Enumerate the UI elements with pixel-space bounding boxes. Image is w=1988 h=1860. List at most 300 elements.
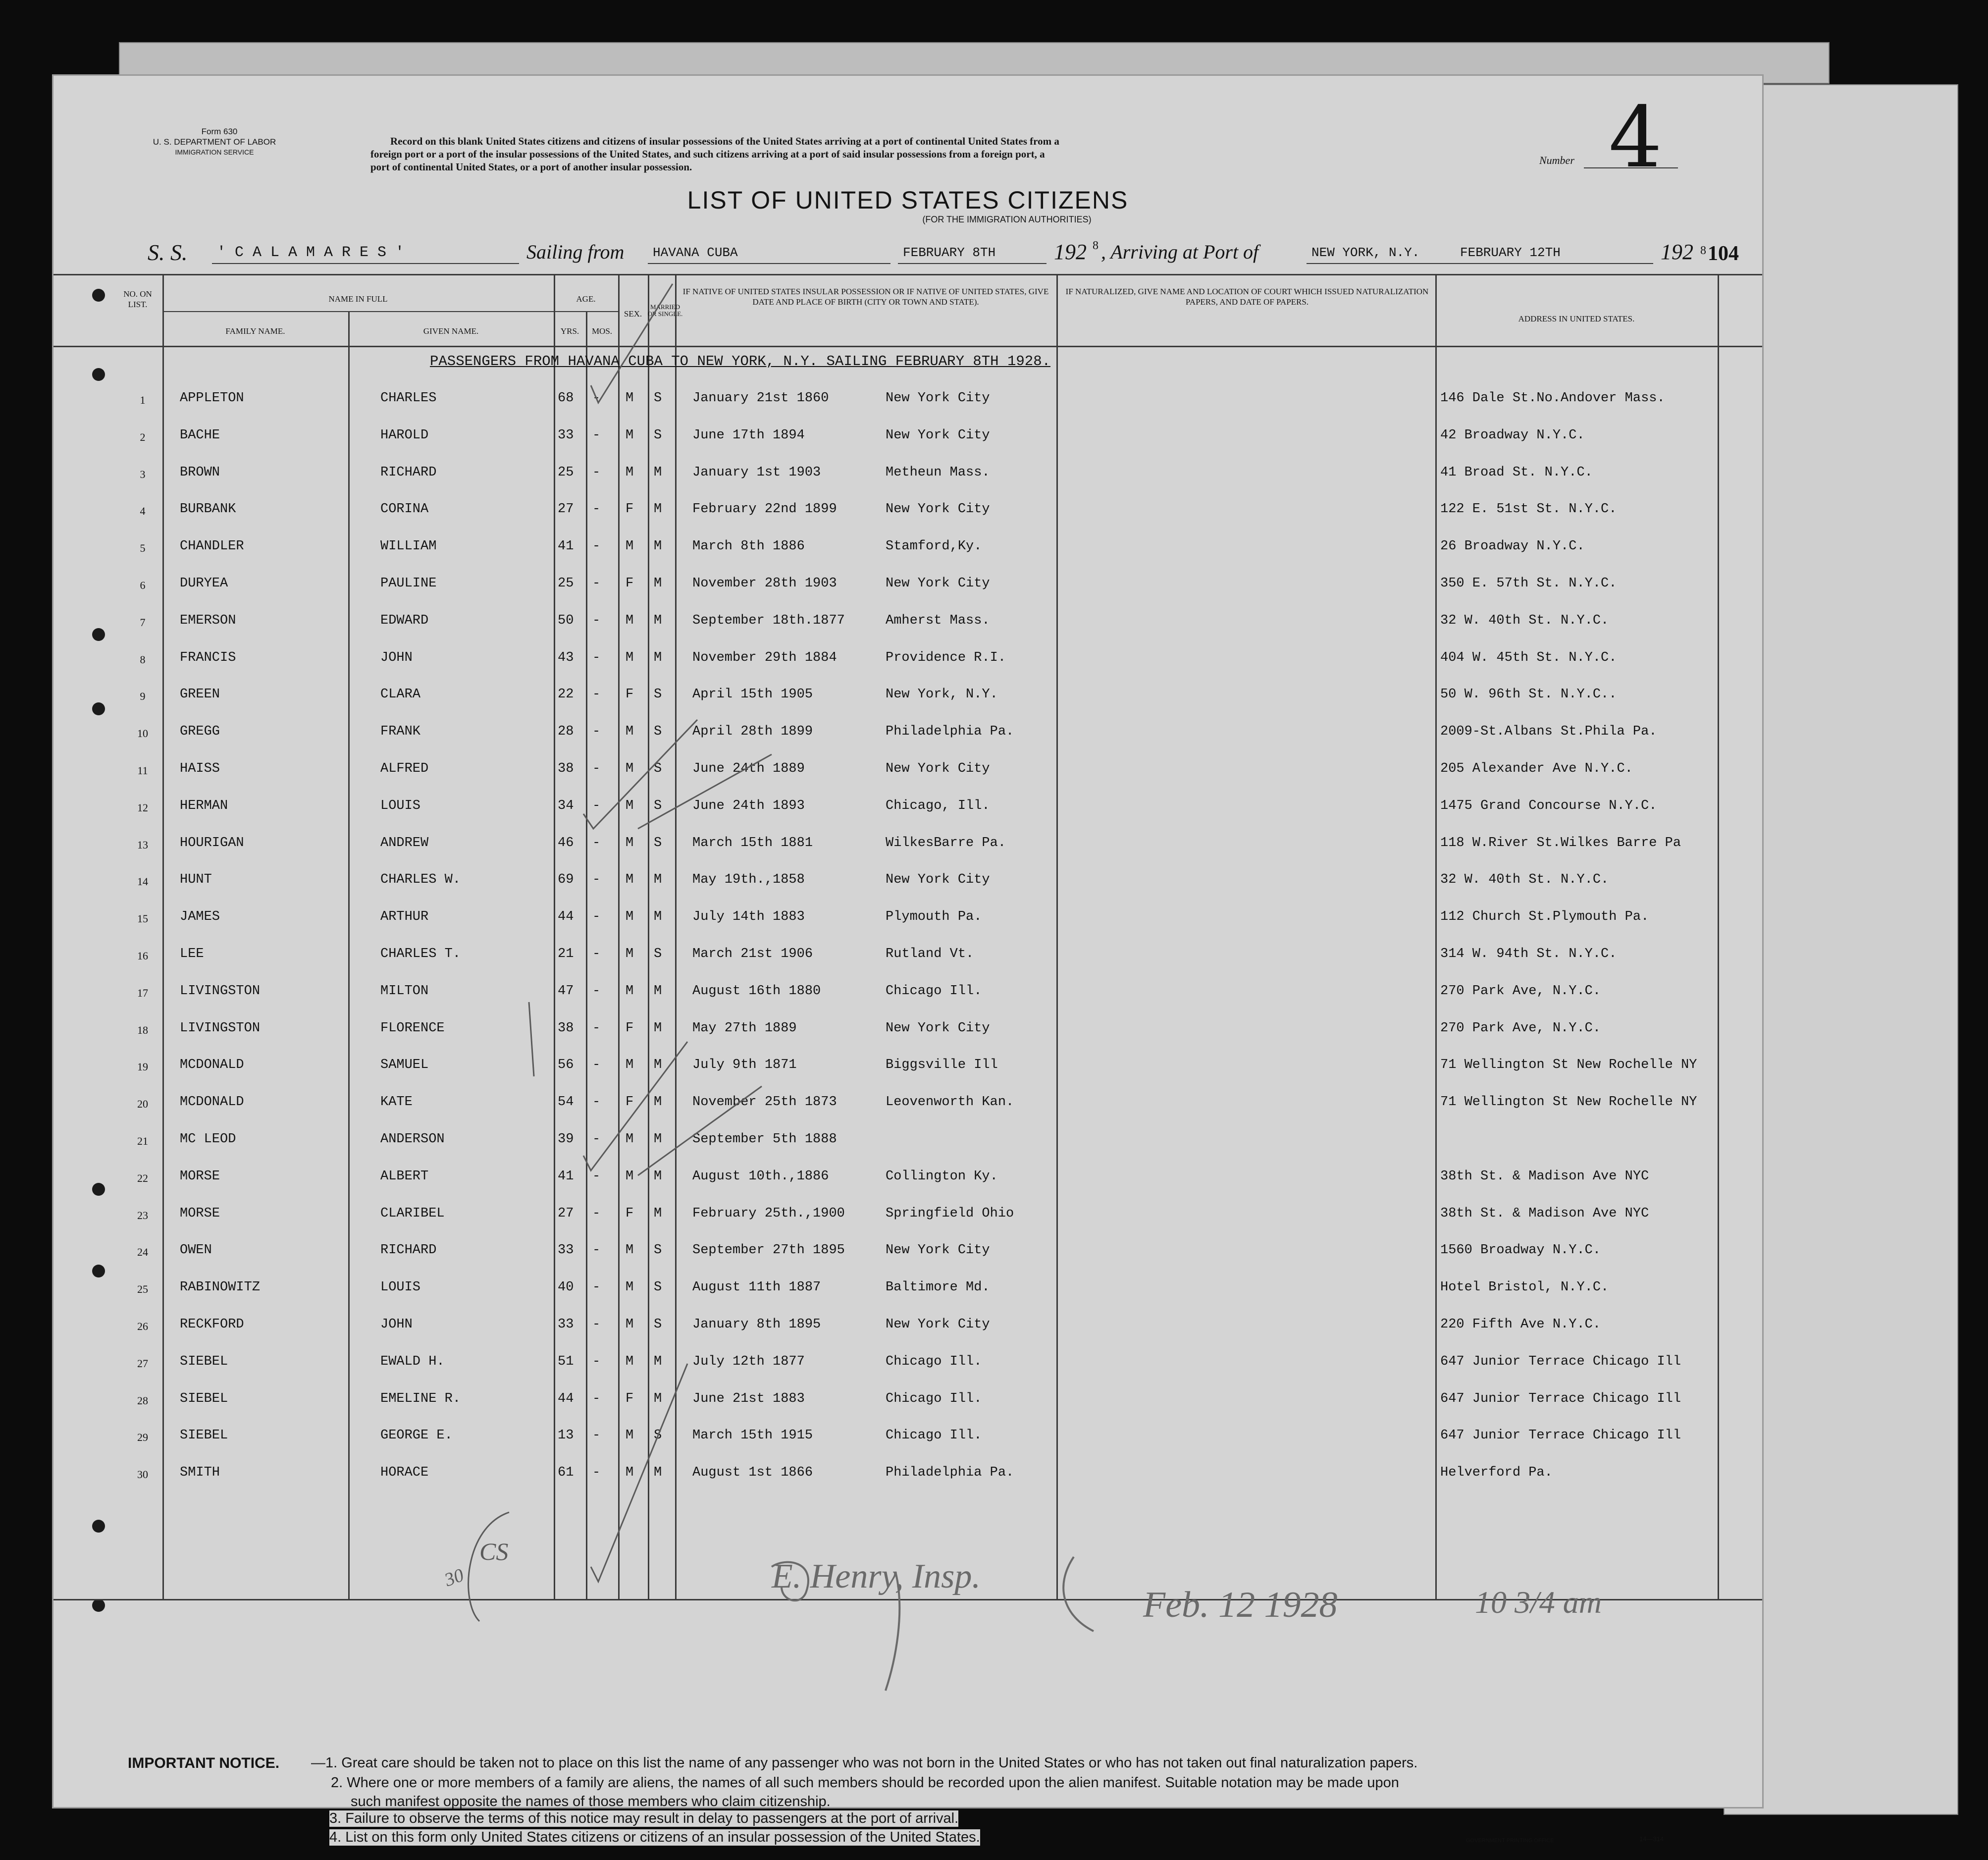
age-years: 25 bbox=[558, 465, 574, 480]
marital-status: M bbox=[654, 1095, 662, 1110]
row-number: 8 bbox=[140, 653, 146, 666]
given-name: ANDREW bbox=[380, 836, 429, 850]
given-name: MILTON bbox=[380, 984, 429, 999]
birth-date: January 8th 1895 bbox=[692, 1317, 821, 1332]
age-years: 50 bbox=[558, 613, 574, 628]
birth-place: Metheun Mass. bbox=[886, 465, 990, 480]
row-number: 13 bbox=[137, 839, 148, 851]
birth-place: Philadelphia Pa. bbox=[886, 1465, 1014, 1480]
age-months: - bbox=[592, 1317, 601, 1332]
row-number: 23 bbox=[137, 1209, 148, 1222]
family-name: BROWN bbox=[180, 465, 220, 480]
row-number: 24 bbox=[137, 1246, 148, 1258]
arrival-year-prefix: 192 bbox=[1661, 240, 1693, 264]
marital-status: S bbox=[654, 1428, 662, 1443]
notice-label: IMPORTANT NOTICE. bbox=[128, 1755, 280, 1771]
age-years: 21 bbox=[558, 947, 574, 961]
number-value: 4 bbox=[1609, 89, 1663, 187]
marital-status: S bbox=[654, 798, 662, 813]
family-name: LIVINGSTON bbox=[180, 984, 261, 999]
marital-status: S bbox=[654, 391, 662, 406]
family-name: RECKFORD bbox=[180, 1317, 244, 1332]
given-name: CLARIBEL bbox=[380, 1206, 445, 1221]
birth-place: New York City bbox=[886, 391, 990, 406]
family-name: CHANDLER bbox=[180, 539, 244, 554]
birth-place: Chicago Ill. bbox=[886, 984, 982, 999]
age-months: - bbox=[592, 1058, 601, 1072]
marital-status: M bbox=[654, 1132, 662, 1147]
age-months: - bbox=[592, 872, 601, 887]
sex: M bbox=[626, 947, 634, 961]
marital-status: M bbox=[654, 1354, 662, 1369]
age-months: - bbox=[592, 428, 601, 443]
header-no: NO. ON LIST. bbox=[123, 289, 152, 309]
sex: M bbox=[626, 613, 634, 628]
given-name: JOHN bbox=[380, 1317, 413, 1332]
given-name: CHARLES bbox=[380, 391, 437, 406]
marital-status: M bbox=[654, 1169, 662, 1184]
signature-stroke bbox=[1063, 1557, 1094, 1631]
birth-date: August 11th 1887 bbox=[692, 1280, 821, 1295]
age-months: - bbox=[592, 1021, 601, 1036]
birth-place: New York City bbox=[886, 872, 990, 887]
row-number: 3 bbox=[140, 468, 146, 480]
family-name: OWEN bbox=[180, 1243, 212, 1258]
age-years: 61 bbox=[558, 1465, 574, 1480]
age-months: - bbox=[592, 1280, 601, 1295]
age-months: - bbox=[592, 539, 601, 554]
ship-name: ' C A L A M A R E S ' bbox=[217, 244, 405, 261]
marital-status: M bbox=[654, 1021, 662, 1036]
birth-date: May 19th.,1858 bbox=[692, 872, 805, 887]
family-name: APPLETON bbox=[180, 391, 244, 406]
birth-date: April 28th 1899 bbox=[692, 724, 813, 739]
family-name: MORSE bbox=[180, 1169, 220, 1184]
given-name: SAMUEL bbox=[380, 1058, 429, 1072]
sex: M bbox=[626, 428, 634, 443]
age-years: 46 bbox=[558, 836, 574, 850]
marital-status: M bbox=[654, 984, 662, 999]
family-name: LIVINGSTON bbox=[180, 1021, 261, 1036]
birth-place: New York City bbox=[886, 502, 990, 517]
age-years: 56 bbox=[558, 1058, 574, 1072]
birth-place: New York City bbox=[886, 1243, 990, 1258]
birth-date: August 10th.,1886 bbox=[692, 1169, 829, 1184]
age-years: 68 bbox=[558, 391, 574, 406]
family-name: SMITH bbox=[180, 1465, 220, 1480]
birth-date: September 18th.1877 bbox=[692, 613, 845, 628]
address: 270 Park Ave, N.Y.C. bbox=[1440, 1021, 1601, 1036]
address: 41 Broad St. N.Y.C. bbox=[1440, 465, 1593, 480]
age-years: 51 bbox=[558, 1354, 574, 1369]
department: U. S. DEPARTMENT OF LABOR bbox=[153, 137, 276, 147]
birth-place: New York City bbox=[886, 428, 990, 443]
family-name: GREEN bbox=[180, 687, 220, 702]
family-name: LEE bbox=[180, 947, 204, 961]
birth-date: November 28th 1903 bbox=[692, 576, 837, 591]
family-name: MCDONALD bbox=[180, 1058, 244, 1072]
sex: M bbox=[626, 1058, 634, 1072]
sex: M bbox=[626, 761, 634, 776]
given-name: CHARLES T. bbox=[380, 947, 461, 961]
row-number: 20 bbox=[137, 1098, 148, 1110]
check-mark bbox=[591, 1364, 687, 1582]
sex: M bbox=[626, 1280, 634, 1295]
birth-place: Chicago Ill. bbox=[886, 1428, 982, 1443]
age-months: - bbox=[592, 502, 601, 517]
printer-imprint: GOVERNMENT PRINTING OFFICE bbox=[1466, 1838, 1554, 1844]
section-heading: PASSENGERS FROM HAVANA CUBA TO NEW YORK, N.Y. SAILING FEBRUARY 8TH 1928. bbox=[430, 353, 1051, 370]
row-number: 25 bbox=[137, 1283, 148, 1295]
age-months: - bbox=[592, 836, 601, 850]
birth-date: February 25th.,1900 bbox=[692, 1206, 845, 1221]
inspection-time: 10 3/4 am bbox=[1475, 1585, 1602, 1620]
address: 647 Junior Terrace Chicago Ill bbox=[1440, 1354, 1681, 1369]
birth-date: February 22nd 1899 bbox=[692, 502, 837, 517]
marital-status: S bbox=[654, 1243, 662, 1258]
age-years: 44 bbox=[558, 1391, 574, 1406]
sail-date: FEBRUARY 8TH bbox=[903, 245, 996, 260]
given-name: CHARLES W. bbox=[380, 872, 461, 887]
age-months: - bbox=[592, 465, 601, 480]
marital-status: M bbox=[654, 650, 662, 665]
row-number: 9 bbox=[140, 690, 146, 702]
sex: F bbox=[626, 576, 634, 591]
birth-date: April 15th 1905 bbox=[692, 687, 813, 702]
row-number: 11 bbox=[137, 764, 148, 777]
given-name: ALBERT bbox=[380, 1169, 429, 1184]
age-years: 39 bbox=[558, 1132, 574, 1147]
age-years: 38 bbox=[558, 1021, 574, 1036]
birth-date: January 21st 1860 bbox=[692, 391, 829, 406]
birth-date: November 29th 1884 bbox=[692, 650, 837, 665]
marital-status: M bbox=[654, 1206, 662, 1221]
given-name: KATE bbox=[380, 1095, 413, 1110]
birth-date: July 12th 1877 bbox=[692, 1354, 805, 1369]
notice-item-1: —1. Great care should be taken not to place on this list the name of any passenger who was not born in the United States or who has not taken out final naturalization papers. bbox=[311, 1755, 1418, 1771]
family-name: EMERSON bbox=[180, 613, 236, 628]
address: 122 E. 51st St. N.Y.C. bbox=[1440, 502, 1617, 517]
family-name: SIEBEL bbox=[180, 1391, 228, 1406]
address: 647 Junior Terrace Chicago Ill bbox=[1440, 1391, 1681, 1406]
address: 50 W. 96th St. N.Y.C.. bbox=[1440, 687, 1617, 702]
check-mark bbox=[583, 720, 697, 829]
marital-status: S bbox=[654, 761, 662, 776]
sex: M bbox=[626, 984, 634, 999]
given-name: CLARA bbox=[380, 687, 421, 702]
address: 1560 Broadway N.Y.C. bbox=[1440, 1243, 1601, 1258]
sex: M bbox=[626, 1428, 634, 1443]
birth-place: New York, N.Y. bbox=[886, 687, 998, 702]
age-months: - bbox=[592, 798, 601, 813]
header-name-in-full: NAME IN FULL bbox=[328, 294, 388, 304]
marital-status: M bbox=[654, 872, 662, 887]
birth-place: Plymouth Pa. bbox=[886, 909, 982, 924]
sex: M bbox=[626, 1465, 634, 1480]
address: 71 Wellington St New Rochelle NY bbox=[1440, 1095, 1697, 1110]
sex: M bbox=[626, 909, 634, 924]
header-birth: IF NATIVE OF UNITED STATES INSULAR POSSESSION OR IF NATIVE OF UNITED STATES, GIVE DATE AND PLACE OF BIRTH (CITY OR TOWN AND STATE). bbox=[682, 287, 1049, 307]
given-name: FLORENCE bbox=[380, 1021, 445, 1036]
birth-date: September 27th 1895 bbox=[692, 1243, 845, 1258]
header-address: ADDRESS IN UNITED STATES. bbox=[1518, 314, 1635, 323]
age-months: - bbox=[592, 1243, 601, 1258]
sex: M bbox=[626, 539, 634, 554]
birth-date: November 25th 1873 bbox=[692, 1095, 837, 1110]
age-months: - bbox=[592, 1354, 601, 1369]
row-number: 12 bbox=[137, 801, 148, 814]
age-years: 44 bbox=[558, 909, 574, 924]
marital-status: S bbox=[654, 1280, 662, 1295]
sex: F bbox=[626, 1095, 634, 1110]
family-name: HOURIGAN bbox=[180, 836, 244, 850]
address: 42 Broadway N.Y.C. bbox=[1440, 428, 1585, 443]
family-name: GREGG bbox=[180, 724, 220, 739]
address: 404 W. 45th St. N.Y.C. bbox=[1440, 650, 1617, 665]
header-yrs: YRS. bbox=[560, 326, 579, 336]
family-name: RABINOWITZ bbox=[180, 1280, 261, 1295]
address: 26 Broadway N.Y.C. bbox=[1440, 539, 1585, 554]
sex: M bbox=[626, 465, 634, 480]
given-name: LOUIS bbox=[380, 798, 421, 813]
row-number: 15 bbox=[137, 912, 148, 925]
notice-item-3: 3. Failure to observe the terms of this notice may result in delay to passengers at the port of arrival. bbox=[329, 1810, 959, 1826]
age-years: 40 bbox=[558, 1280, 574, 1295]
given-name: ALFRED bbox=[380, 761, 429, 776]
row-number: 10 bbox=[137, 727, 148, 740]
birth-place: Philadelphia Pa. bbox=[886, 724, 1014, 739]
marital-status: M bbox=[654, 502, 662, 517]
number-label: Number bbox=[1539, 154, 1574, 166]
address: 32 W. 40th St. N.Y.C. bbox=[1440, 872, 1609, 887]
header-naturalized: IF NATURALIZED, GIVE NAME AND LOCATION OF COURT WHICH ISSUED NATURALIZATION PAPERS, AND DATE OF PAPERS. bbox=[1065, 287, 1429, 307]
marital-status: M bbox=[654, 909, 662, 924]
page-subtitle: (FOR THE IMMIGRATION AUTHORITIES) bbox=[922, 214, 1092, 224]
clerk-initials: CS bbox=[479, 1538, 509, 1565]
birth-date: March 15th 1915 bbox=[692, 1428, 813, 1443]
arrival-year-digit: 8 bbox=[1700, 244, 1706, 257]
age-years: 38 bbox=[558, 761, 574, 776]
given-name: HAROLD bbox=[380, 428, 429, 443]
page-title: LIST OF UNITED STATES CITIZENS bbox=[687, 186, 1129, 214]
row-number: 26 bbox=[137, 1320, 148, 1332]
address: 1475 Grand Concourse N.Y.C. bbox=[1440, 798, 1657, 813]
family-name: JAMES bbox=[180, 909, 220, 924]
row-number: 6 bbox=[140, 579, 146, 591]
notice-item-2-cont: such manifest opposite the names of those members who claim citizenship. bbox=[351, 1794, 831, 1809]
address: 2009-St.Albans St.Phila Pa. bbox=[1440, 724, 1657, 739]
birth-date: March 15th 1881 bbox=[692, 836, 813, 850]
birth-place: Biggsville Ill bbox=[886, 1058, 998, 1072]
age-years: 47 bbox=[558, 984, 574, 999]
address: Hotel Bristol, N.Y.C. bbox=[1440, 1280, 1609, 1295]
row-number: 2 bbox=[140, 431, 146, 443]
sex: F bbox=[626, 687, 634, 702]
sex: M bbox=[626, 836, 634, 850]
notice-item-2: 2. Where one or more members of a family are aliens, the names of all such members should be recorded upon the alien manifest. Suitable notation may be made upon bbox=[331, 1775, 1399, 1791]
age-years: 27 bbox=[558, 502, 574, 517]
sex: M bbox=[626, 1169, 634, 1184]
arrival-date: FEBRUARY 12TH bbox=[1460, 245, 1561, 260]
row-number: 5 bbox=[140, 542, 146, 554]
marital-status: M bbox=[654, 1058, 662, 1072]
marital-status: S bbox=[654, 687, 662, 702]
sex: M bbox=[626, 391, 634, 406]
sex: M bbox=[626, 798, 634, 813]
given-name: ANDERSON bbox=[380, 1132, 445, 1147]
age-years: 28 bbox=[558, 724, 574, 739]
marital-status: S bbox=[654, 836, 662, 850]
given-name: LOUIS bbox=[380, 1280, 421, 1295]
address: 350 E. 57th St. N.Y.C. bbox=[1440, 576, 1617, 591]
age-months: - bbox=[592, 947, 601, 961]
handwriting-overlay bbox=[53, 76, 1762, 1807]
address: 71 Wellington St New Rochelle NY bbox=[1440, 1058, 1697, 1072]
birth-place: New York City bbox=[886, 1317, 990, 1332]
arrival-port: NEW YORK, N.Y. bbox=[1311, 245, 1420, 260]
birth-date: July 9th 1871 bbox=[692, 1058, 797, 1072]
family-name: MC LEOD bbox=[180, 1132, 236, 1147]
age-years: 41 bbox=[558, 1169, 574, 1184]
age-years: 27 bbox=[558, 1206, 574, 1221]
address: 270 Park Ave, N.Y.C. bbox=[1440, 984, 1601, 999]
address: 647 Junior Terrace Chicago Ill bbox=[1440, 1428, 1681, 1443]
birth-place: New York City bbox=[886, 576, 990, 591]
header-sex: SEX. bbox=[624, 309, 642, 319]
sex: M bbox=[626, 872, 634, 887]
address: 38th St. & Madison Ave NYC bbox=[1440, 1206, 1649, 1221]
address: 112 Church St.Plymouth Pa. bbox=[1440, 909, 1649, 924]
marital-status: M bbox=[654, 539, 662, 554]
manifest-page bbox=[52, 74, 1764, 1808]
address: 118 W.River St.Wilkes Barre Pa bbox=[1440, 836, 1681, 850]
age-months: - bbox=[592, 909, 601, 924]
birth-date: July 14th 1883 bbox=[692, 909, 805, 924]
given-name: EDWARD bbox=[380, 613, 429, 628]
birth-date: September 5th 1888 bbox=[692, 1132, 837, 1147]
given-name: RICHARD bbox=[380, 465, 437, 480]
age-years: 41 bbox=[558, 539, 574, 554]
birth-date: January 1st 1903 bbox=[692, 465, 821, 480]
birth-place: Chicago Ill. bbox=[886, 1391, 982, 1406]
tally-bracket bbox=[469, 1512, 509, 1621]
sex: F bbox=[626, 1021, 634, 1036]
age-months: - bbox=[592, 1428, 601, 1443]
family-name: BURBANK bbox=[180, 502, 236, 517]
family-name: HUNT bbox=[180, 872, 212, 887]
header-mos: MOS. bbox=[591, 326, 613, 336]
inspector-signature: E. Henry, Insp. bbox=[772, 1557, 981, 1595]
address: 146 Dale St.No.Andover Mass. bbox=[1440, 391, 1665, 406]
birth-place: Baltimore Md. bbox=[886, 1280, 990, 1295]
ss-label: S. S. bbox=[148, 240, 188, 265]
sail-year-prefix: 192 bbox=[1054, 240, 1087, 264]
check-mark bbox=[638, 1086, 762, 1175]
age-months: - bbox=[592, 1206, 601, 1221]
address: 314 W. 94th St. N.Y.C. bbox=[1440, 947, 1617, 961]
family-name: BACHE bbox=[180, 428, 220, 443]
birth-place: Stamford,Ky. bbox=[886, 539, 982, 554]
row-number: 4 bbox=[140, 505, 146, 517]
row-number: 18 bbox=[137, 1024, 148, 1036]
marital-status: M bbox=[654, 465, 662, 480]
family-name: MCDONALD bbox=[180, 1095, 244, 1110]
tally-count: 30 bbox=[441, 1564, 467, 1591]
instructions-line: foreign port or a port of the insular possessions of the United States, and such citizens arriving at a port of said insular possessions from a foreign port, a bbox=[370, 148, 1045, 160]
address: 220 Fifth Ave N.Y.C. bbox=[1440, 1317, 1601, 1332]
sex: F bbox=[626, 502, 634, 517]
marital-status: M bbox=[654, 1465, 662, 1480]
birth-date: August 1st 1866 bbox=[692, 1465, 813, 1480]
birth-place: Springfield Ohio bbox=[886, 1206, 1014, 1221]
row-number: 28 bbox=[137, 1394, 148, 1407]
birth-date: June 17th 1894 bbox=[692, 428, 805, 443]
arriving-label: , Arriving at Port of bbox=[1101, 241, 1259, 263]
birth-date: June 21st 1883 bbox=[692, 1391, 805, 1406]
age-months: - bbox=[592, 1095, 601, 1110]
sailing-label: Sailing from bbox=[526, 241, 625, 263]
age-months: - bbox=[592, 1132, 601, 1147]
age-months: - bbox=[592, 724, 601, 739]
age-months: - bbox=[592, 687, 601, 702]
row-number: 14 bbox=[137, 875, 148, 888]
given-name: WILLIAM bbox=[380, 539, 437, 554]
sex: M bbox=[626, 1243, 634, 1258]
marital-status: S bbox=[654, 428, 662, 443]
birth-date: June 24th 1893 bbox=[692, 798, 805, 813]
age-months: - bbox=[592, 391, 601, 406]
birth-place: Amherst Mass. bbox=[886, 613, 990, 628]
printer-code: 14—314 bbox=[1639, 1835, 1664, 1843]
marital-status: M bbox=[654, 576, 662, 591]
birth-place: Chicago Ill. bbox=[886, 1354, 982, 1369]
address: 205 Alexander Ave N.Y.C. bbox=[1440, 761, 1633, 776]
header-given-name: GIVEN NAME. bbox=[423, 326, 479, 336]
birth-place: New York City bbox=[886, 1021, 990, 1036]
age-months: - bbox=[592, 761, 601, 776]
row-number: 7 bbox=[140, 616, 146, 629]
row-number: 29 bbox=[137, 1431, 148, 1443]
birth-date: August 16th 1880 bbox=[692, 984, 821, 999]
age-years: 13 bbox=[558, 1428, 574, 1443]
sheet-page-number: 104 bbox=[1708, 242, 1739, 265]
marital-status: S bbox=[654, 724, 662, 739]
instructions-line: port of continental United States, or a port of another insular possession. bbox=[370, 161, 692, 173]
given-name: JOHN bbox=[380, 650, 413, 665]
birth-place: WilkesBarre Pa. bbox=[886, 836, 1006, 850]
family-name: MORSE bbox=[180, 1206, 220, 1221]
given-name: ARTHUR bbox=[380, 909, 429, 924]
address: Helverford Pa. bbox=[1440, 1465, 1553, 1480]
row-number: 16 bbox=[137, 950, 148, 962]
birth-place: Leovenworth Kan. bbox=[886, 1095, 1014, 1110]
given-name: HORACE bbox=[380, 1465, 429, 1480]
age-months: - bbox=[592, 1169, 601, 1184]
age-months: - bbox=[592, 984, 601, 999]
family-name: DURYEA bbox=[180, 576, 228, 591]
check-mark bbox=[591, 284, 673, 403]
notice-item-4: 4. List on this form only United States citizens or citizens of an insular possession of the United States. bbox=[329, 1829, 980, 1845]
address: 38th St. & Madison Ave NYC bbox=[1440, 1169, 1649, 1184]
given-name: GEORGE E. bbox=[380, 1428, 453, 1443]
age-years: 54 bbox=[558, 1095, 574, 1110]
sex: M bbox=[626, 1354, 634, 1369]
birth-date: June 24th 1889 bbox=[692, 761, 805, 776]
row-number: 22 bbox=[137, 1172, 148, 1184]
marital-status: S bbox=[654, 1317, 662, 1332]
row-number: 17 bbox=[137, 987, 148, 999]
birth-date: March 8th 1886 bbox=[692, 539, 805, 554]
